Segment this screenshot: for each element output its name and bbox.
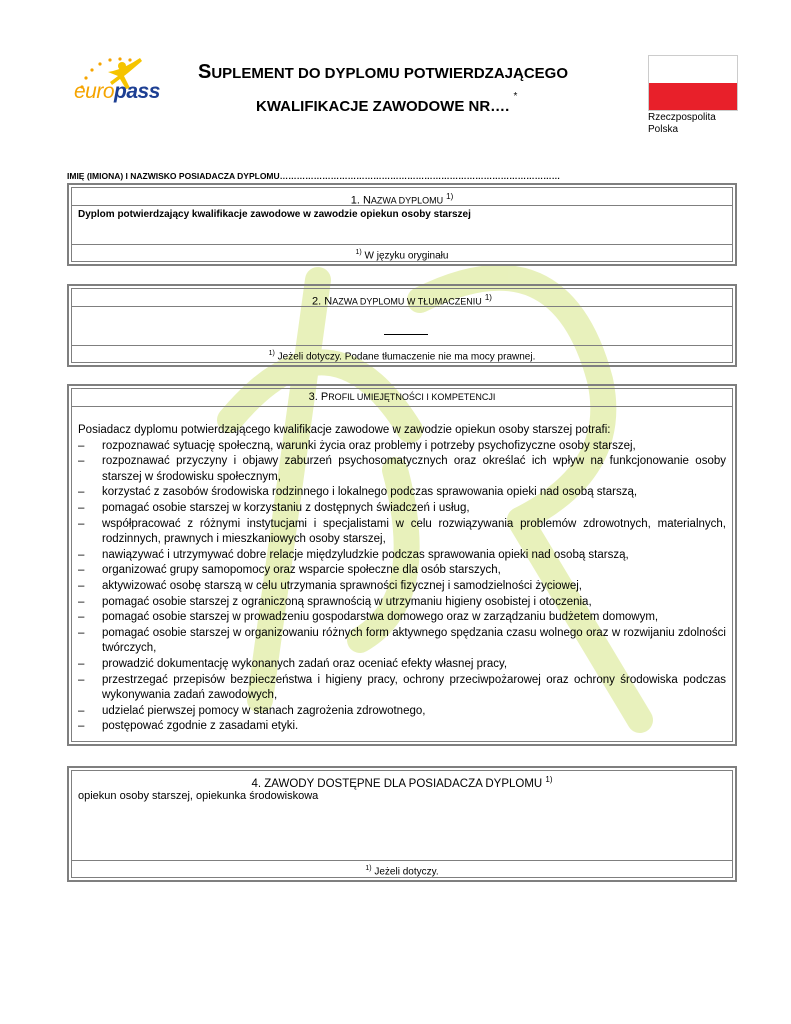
section-2-header-main: 2. N (312, 295, 333, 308)
section-3-header-main: 3. P (308, 391, 329, 403)
skill-item: – postępować zgodnie z zasadami etyki. (78, 719, 726, 735)
section-4-footer-sup: 1) (365, 865, 372, 872)
section-2-footer-sup: 1) (268, 350, 275, 357)
europass-logo (72, 52, 176, 108)
section-3-header-small: ROFIL UMIEJĘTNOŚCI I KOMPETENCJI (328, 392, 496, 402)
title-line2: KWALIFIKACJE ZAWODOWE NR…. (256, 98, 510, 115)
section-4-footer-text: Jeżeli dotyczy. (371, 866, 439, 878)
skill-item: – współpracować z różnymi instytucjami i specjalistami w celu rozwiązywania problemów zdrowotnych, materialnych, rodzinnych, prawnych i mieszkaniowych osoby starszej, (78, 517, 726, 548)
skill-item: – nawiązywać i utrzymywać dobre relacje międzyludzkie podczas sprawowania opieki nad osobą starszą, (78, 548, 726, 564)
section-diploma-translation (67, 284, 737, 367)
skill-item: – pomagać osobie starszej w korzystaniu z dostępnych świadczeń i usług, (78, 501, 726, 517)
poland-flag (648, 55, 738, 111)
logo-pass-text: pass (114, 80, 160, 103)
section-1-header-sup: 1) (446, 192, 454, 201)
section-2-header-small: AZWA DYPLOMU W TŁUMACZENIU (332, 296, 482, 307)
country-line1: Rzeczpospolita (648, 112, 716, 123)
country-name (648, 112, 716, 136)
skill-item: – aktywizować osobę starszą w celu utrzymania sprawności fizycznej i samodzielności życiowej, (78, 579, 726, 595)
section-2-footer (72, 345, 732, 362)
skill-item: – rozpoznawać przyczyny i objawy zaburzeń psychosomatycznych oraz określać ich wpływ na funkcjonowanie osoby starszej w środowisku społecznym, (78, 454, 726, 485)
skill-item: – pomagać osobie starszej z ograniczoną sprawnością w utrzymaniu higieny osobistej i otoczenia, (78, 595, 726, 611)
section-2-footer-text: Jeżeli dotyczy. Podane tłumaczenie nie ma mocy prawnej. (274, 351, 536, 363)
section-3-header (72, 389, 732, 407)
section-4-header-sup: 1) (545, 775, 553, 784)
logo-euro-text: euro (74, 80, 115, 103)
flag-white-band (649, 56, 737, 83)
section-4-content: opiekun osoby starszej, opiekunka środowiskowa (78, 790, 319, 802)
skill-item: – rozpoznawać sytuację społeczną, warunki życia oraz problemy i potrzeby psychofizyczne osoby starszej, (78, 439, 726, 455)
section-2-header (72, 289, 732, 307)
skills-list (78, 439, 726, 735)
section-1-footer (72, 244, 732, 261)
section-1-header-main: 1. N (350, 194, 371, 207)
skills-intro: Posiadacz dyplomu potwierdzającego kwalifikacje zawodowe w zawodzie opiekun osoby starszej potrafi: (78, 424, 611, 436)
section-4-header (72, 771, 732, 789)
title-asterisk: * (513, 91, 518, 102)
skill-item: – udzielać pierwszej pomocy w stanach zagrożenia zdrowotnego, (78, 704, 726, 720)
section-4-footer (72, 860, 732, 877)
section-skills-profile (67, 384, 737, 746)
empty-value-line (384, 334, 428, 335)
section-1-content: Dyplom potwierdzający kwalifikacje zawodowe w zawodzie opiekun osoby starszej (78, 209, 471, 220)
section-1-footer-sup: 1) (355, 249, 362, 256)
section-2-header-sup: 1) (484, 293, 492, 302)
country-line2: Polska (648, 124, 679, 135)
holder-name-field: IMIĘ (IMIONA) I NAZWISKO POSIADACZA DYPLOMU……………………………………………………………………………………… (67, 171, 561, 181)
skill-item: – organizować grupy samopomocy oraz wsparcie społeczne dla osób starszych, (78, 563, 726, 579)
section-4-header-text: 4. ZAWODY DOSTĘPNE DLA POSIADACZA DYPLOMU (251, 777, 543, 790)
section-available-occupations (67, 766, 737, 882)
skill-item: – przestrzegać przepisów bezpieczeństwa i higieny pracy, ochrony przeciwpożarowej oraz ochrony środowiska podczas wykonywania zadań zawodowych, (78, 673, 726, 704)
section-1-footer-text: W języku oryginału (361, 250, 449, 262)
skill-item: – pomagać osobie starszej w organizowaniu różnych form aktywnego spędzania czasu wolnego oraz w rozwijaniu zdolności twórczych, (78, 626, 726, 657)
document-title (198, 58, 638, 121)
section-1-header (72, 188, 732, 206)
section-1-header-small: AZWA DYPLOMU (370, 195, 444, 206)
title-initial: S (198, 61, 212, 83)
skill-item: – prowadzić dokumentację wykonanych zadań oraz oceniać efekty własnej pracy, (78, 657, 726, 673)
title-line1: UPLEMENT DO DYPLOMU POTWIERDZAJĄCEGO (211, 65, 569, 82)
skill-item: – pomagać osobie starszej w prowadzeniu gospodarstwa domowego oraz w zarządzaniu budżetem domowym, (78, 610, 726, 626)
flag-red-band (649, 83, 737, 110)
section-diploma-name (67, 183, 737, 266)
skill-item: – korzystać z zasobów środowiska rodzinnego i lokalnego podczas sprawowania opieki nad osobą starszą, (78, 485, 726, 501)
